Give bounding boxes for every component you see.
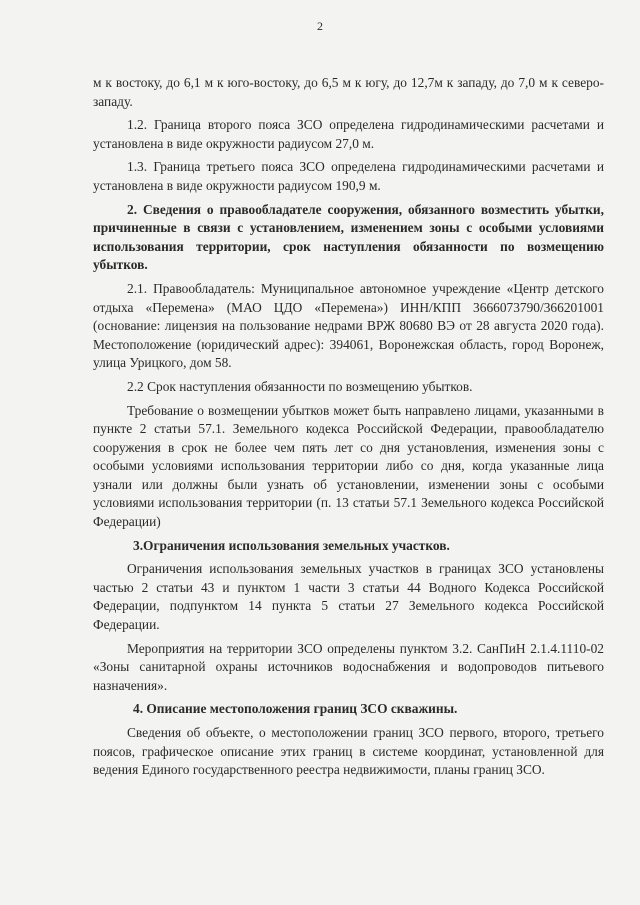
paragraph-continued-distances: м к востоку, до 6,1 м к юго-востоку, до 6,5 м к югу, до 12,7м к западу, до 7,0 м к северо-западу.: [93, 75, 604, 109]
paragraph-1-2-second-belt: 1.2. Граница второго пояса ЗСО определена гидродинамическими расчетами и установлена в виде окружности радиусом 27,0 м.: [93, 117, 604, 151]
paragraph-measures: Мероприятия на территории ЗСО определены пунктом 3.2. СанПиН 2.1.4.1110-02 «Зоны санитарной охраны источников водоснабжения и водопроводов питьевого назначения».: [93, 640, 604, 693]
section-2-heading: 2. Сведения о правообладателе сооружения, обязанного возместить убытки, причиненные в связи с установлением, изменением зоны с особыми условиями использования территории, срок наступления обязанности по возмещению убытков.: [93, 201, 604, 273]
paragraph-1-3-third-belt: 1.3. Граница третьего пояса ЗСО определена гидродинамическими расчетами и установлена в виде окружности радиусом 190,9 м.: [93, 159, 604, 193]
page-number: 2: [317, 19, 323, 33]
section-4-heading: 4. Описание местоположения границ ЗСО скважины.: [133, 701, 458, 717]
paragraph-compensation-claim: Требование о возмещении убытков может быть направлено лицами, указанными в пункте 2 статьи 57.1. Земельного кодекса Российской Федерации, правообладателю сооружения в срок не более чем пять лет со дня установления, изменения зоны с особыми условиями использования территории либо со дня, когда указанные лица узнали или должны были узнать об установлении, изменении зоны с особыми условиями использования территории (п. 13 статьи 57.1 Земельного кодекса Российской Федерации): [93, 402, 604, 530]
document-body: [93, 74, 604, 780]
paragraph-2-2-deadline: 2.2 Срок наступления обязанности по возмещению убытков.: [127, 378, 473, 394]
section-3-heading: 3.Ограничения использования земельных участков.: [133, 537, 450, 553]
paragraph-2-1-owner: 2.1. Правообладатель: Муниципальное автономное учреждение «Центр детского отдыха «Перемена» (МАО ЦДО «Перемена») ИНН/КПП 3666073790/366201001 (основание: лицензия на пользование недрами ВРЖ 80680 ВЭ от 28 августа 2020 года). Местоположение (юридический адрес): 394061, Воронежская область, город Воронеж, улица Урицкого, дом 58.: [93, 280, 604, 371]
paragraph-land-restrictions: Ограничения использования земельных участков в границах ЗСО установлены частью 2 статьи 43 и пунктом 1 части 3 статьи 44 Водного Кодекса Российской Федерации, подпунктом 14 пункта 5 статьи 27 Земельного кодекса Российской Федерации.: [93, 561, 604, 633]
paragraph-boundary-info: Сведения об объекте, о местоположении границ ЗСО первого, второго, третьего поясов, графическое описание этих границ в системе координат, установленной для ведения Единого государственного реестра недвижимости, планы границ ЗСО.: [93, 725, 604, 778]
